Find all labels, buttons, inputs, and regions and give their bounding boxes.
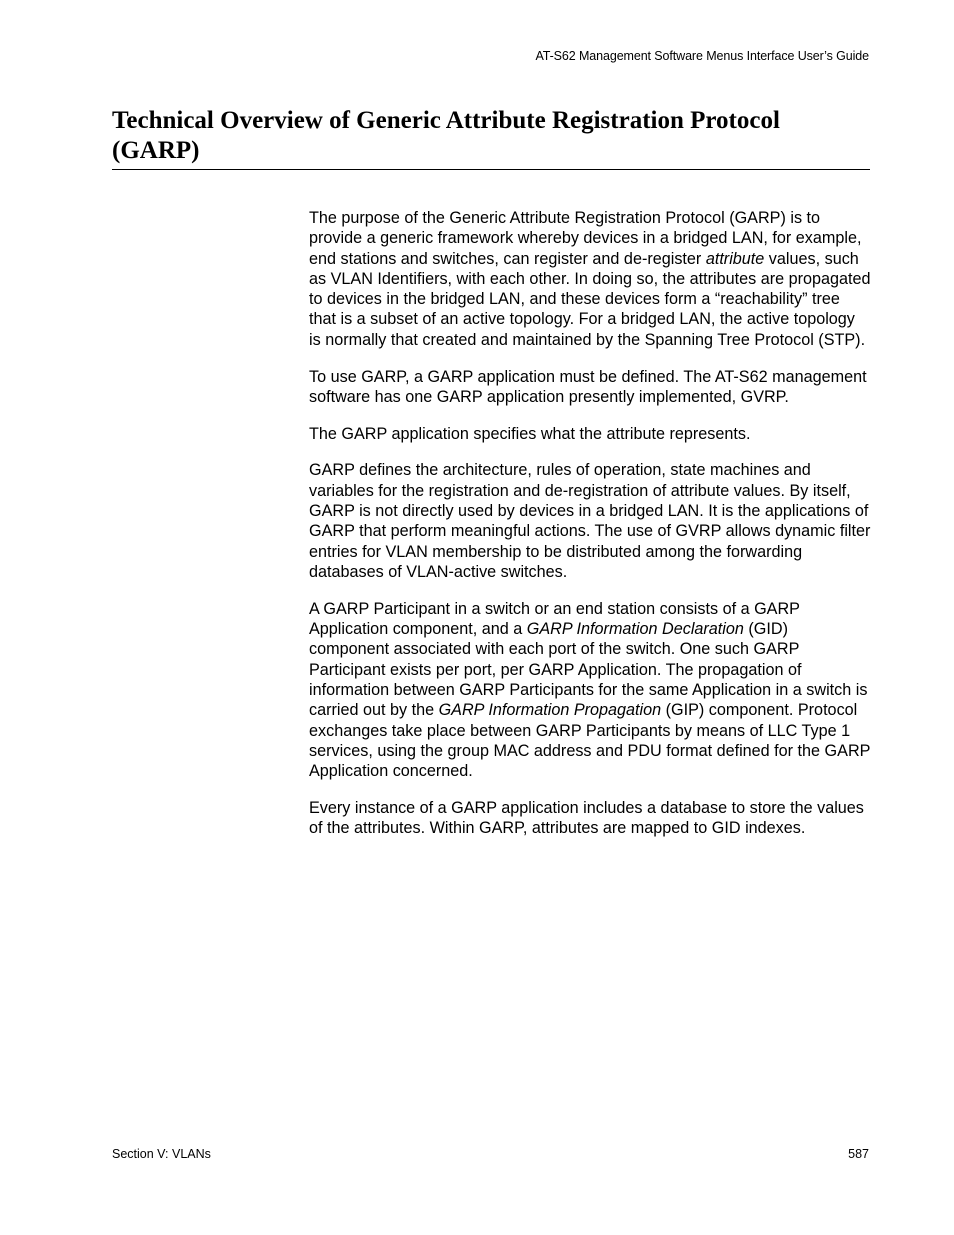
- emphasis-gid: GARP Information Declaration: [526, 620, 744, 639]
- paragraph-2: To use GARP, a GARP application must be defined. The AT-S62 management software has one GARP application presently implemented, GVRP.: [309, 367, 867, 406]
- running-header: AT-S62 Management Software Menus Interface User’s Guide: [535, 49, 869, 63]
- body-text: [309, 208, 871, 855]
- paragraph-3: The GARP application specifies what the attribute represents.: [309, 424, 751, 443]
- paragraph-1: The purpose of the Generic Attribute Registration Protocol (GARP) is to provide a generic framework whereby devices in a bridged LAN, for example, end stations and switches, can register and de-register attribute values, such as VLAN Identifiers, with each other. In doing so, the attributes are propagated to devices in the bridged LAN, and these devices form a “reachability” tree that is a subset of an active topology. For a bridged LAN, the active topology is normally that created and maintained by the Spanning Tree Protocol (STP).: [309, 209, 871, 349]
- footer-section-label: Section V: VLANs: [112, 1147, 211, 1161]
- paragraph-6: Every instance of a GARP application includes a database to store the values of the attributes. Within GARP, attributes are mapped to GID indexes.: [309, 798, 864, 838]
- section-title: Technical Overview of Generic Attribute Registration Protocol (GARP): [112, 106, 870, 170]
- emphasis-attribute: attribute: [705, 249, 765, 268]
- paragraph-4: GARP defines the architecture, rules of operation, state machines and variables for the registration and de-registration of attribute values. By itself, GARP is not directly used by devices in a bridged LAN. It is the applications of GARP that perform meaningful actions. The use of GVRP allows dynamic filter entries for VLAN membership to be distributed among the forwarding databases of VLAN-active switches.: [309, 461, 871, 581]
- footer-page-number: 587: [848, 1147, 869, 1161]
- emphasis-gip: GARP Information Propagation: [438, 701, 662, 720]
- paragraph-5: A GARP Participant in a switch or an end station consists of a GARP Application component, and a GARP Information Declaration (GID) component associated with each port of the switch. One such GARP Participant exists per port, per GARP Application. The propagation of information between GARP Participants for the same Application in a switch is carried out by the GARP Information Propagation (GIP) component. Protocol exchanges take place between GARP Participants by means of LLC Type 1 services, using the group MAC address and PDU format defined for the GARP Application concerned.: [309, 599, 871, 781]
